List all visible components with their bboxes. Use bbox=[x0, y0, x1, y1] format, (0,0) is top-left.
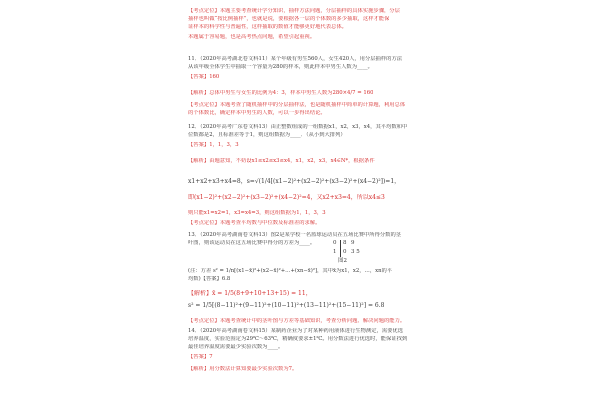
question-11-answer: 【答案】160 bbox=[188, 74, 220, 80]
question-13-stem: 13．（2020年高考湖南卷文科13）图2是某学校一名篮球运动员在五场比赛中所得分数的茎 bbox=[188, 232, 402, 238]
analysis-paragraph-line: 【考点定位】本题主要考查统计学分知识，抽样方法问题，分层抽样的具体实施步骤，分层 bbox=[188, 8, 400, 14]
question-11-stem: 从该年级全体学生中抽取一个容量为280的样本，则此样本中男生人数为____。 bbox=[188, 64, 373, 70]
question-12-formula: x1+x2+x3+x4=8，s=√(1/4[(x1−2)²+(x2−2)²+(x3−2)²+(x4−2)²])=1， bbox=[188, 178, 401, 185]
stem-leaf-cell: 1 bbox=[333, 249, 337, 255]
question-12-answer: 【答案】1，1，3，3 bbox=[188, 142, 239, 148]
question-11-explanation: 【解析】总体中男生与女生的比例为4：3，样本中男生人数为280×4/7 = 160 bbox=[188, 90, 374, 96]
question-12-stem: 位数都是2，且标准差等于1，则这组数据为____．（从小到大排列） bbox=[188, 132, 346, 138]
question-12-explanation: 则只能x1=x2=1，x3=x4=3，则这组数据为1，1，3，3 bbox=[188, 210, 326, 216]
question-14-stem: 最佳培养温度需要最少实验次数为____。 bbox=[188, 344, 284, 350]
stem-leaf-cell: 0 bbox=[333, 240, 337, 246]
question-11-stem: 11．（2020年高考湖北卷文科11）某个年级有男生560人，女生420人，用分层抽样的方法 bbox=[188, 56, 403, 62]
question-12-explanation: 【考点定位】本题考查平均数与中位数及标准差的求解。 bbox=[188, 220, 321, 226]
question-12-stem: 12．（2020年高考广东卷文科13）由正整数组成的一组数据x1，x2，x3，x4，其平均数和中 bbox=[188, 124, 408, 130]
stem-leaf-divider bbox=[340, 240, 341, 257]
stem-leaf-cell: 3 5 bbox=[351, 249, 360, 255]
figure-label: 图2 bbox=[338, 258, 347, 264]
question-13-formula: s² = 1/5[(8−11)²+(9−11)²+(10−11)²+(13−11)²+(15−11)²] = 6.8 bbox=[188, 302, 385, 309]
stem-leaf-cell: 0 bbox=[343, 249, 347, 255]
question-13-stem: 叶图，则该运动员在这五场比赛中得分的方差为____。 bbox=[188, 240, 316, 246]
question-11-explanation: 的个体数比，确定样本中男生的人数，可以一步得出结论。 bbox=[188, 110, 326, 116]
question-13-note: 均数)【答案】6.8 bbox=[188, 276, 231, 282]
analysis-paragraph-line: 本题属于容易题，也是高考热点问题，希望引起重视。 bbox=[188, 34, 316, 40]
question-13-note: (注：方差 s² = 1/n[(x1−x̄)²+(x2−x̄)²+…+(xn−x̄)²]，其中x̄为x1，x2，…，xn的平 bbox=[188, 268, 393, 274]
question-14-explanation: 【解析】用分数法计算知要最少实验次数为7。 bbox=[188, 366, 298, 372]
question-12-explanation: 【解析】由题意知，不妨设x1≤x2≤x3≤x4，x1，x2，x3，x4∈N*，根据条件 bbox=[188, 158, 375, 164]
question-14-stem: 14．（2020年高考湖南卷文科15）某制药企业为了对某种药用液体进行生物测定，需要优选 bbox=[188, 328, 404, 334]
question-13-explanation: 【解析】x̄ = 1/5(8+9+10+13+15) = 11， bbox=[188, 290, 312, 297]
question-12-formula: 即(x1−2)²+(x2−2)²+(x3−2)²+(x4−2)²=4，又x2+x3=4，所以x4≤3 bbox=[188, 194, 385, 201]
question-14-stem: 培养温度，实验范围定为29℃～63℃，精确度要求±1℃。用分数法进行优选时，能保证找到 bbox=[188, 336, 408, 342]
question-13-explanation: 【考点定位】本题考查统计中的茎叶图与方差等基础知识，考查分析问题、解决问题的能力。 bbox=[188, 318, 406, 324]
stem-leaf-cell: 9 bbox=[351, 240, 355, 246]
analysis-paragraph-line: 证样本的科学性与普遍性，这样抽取的数值才能够更好地代表总体。 bbox=[188, 24, 347, 30]
question-14-answer: 【答案】7 bbox=[188, 354, 213, 360]
analysis-paragraph-line: 抽样也叫做“按比例抽样”，也就是说，要根据各一层的个体数的多少抽取，这样才能保 bbox=[188, 16, 390, 22]
question-11-explanation: 【考点定位】本题考查了随机抽样中的分层抽样法，也是随机抽样中简单的计算题，利用总体 bbox=[188, 102, 406, 108]
stem-leaf-cell: 8 bbox=[343, 240, 347, 246]
